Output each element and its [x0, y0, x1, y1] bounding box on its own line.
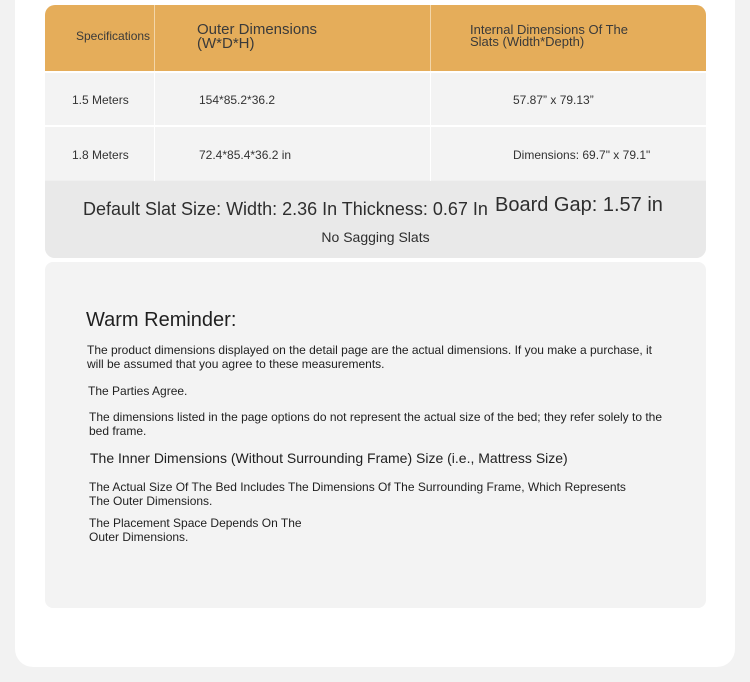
column-divider — [430, 71, 431, 181]
table-row — [45, 127, 706, 180]
specifications-table — [45, 5, 706, 258]
header-specifications: Specifications — [76, 29, 151, 43]
outer-dimensions-label: Outer Dimensions — [197, 21, 318, 38]
table-header — [45, 5, 706, 71]
reminder-line: Outer Dimensions. — [89, 530, 189, 544]
row-spec: 1.8 Meters — [72, 148, 129, 162]
reminder-paragraph: The product dimensions displayed on the detail page are the actual dimensions. If you make a purchase, it will be assumed that you agree to these measurements. — [87, 343, 653, 371]
reminder-paragraph: The Inner Dimensions (Without Surrounding Frame) Size (i.e., Mattress Size) — [90, 450, 568, 466]
reminder-line: The Placement Space Depends On The — [89, 516, 302, 530]
column-divider — [154, 71, 155, 181]
no-sagging-text: No Sagging Slats — [321, 229, 430, 245]
reminder-title: Warm Reminder: — [86, 309, 237, 331]
internal-dimensions-unit: Slats (Width*Depth) — [470, 34, 585, 49]
outer-dimensions-unit: (W*D*H) — [197, 35, 255, 52]
header-internal-dimensions — [470, 24, 628, 48]
header-outer-dimensions — [197, 23, 317, 51]
header-divider — [154, 5, 155, 71]
header-divider — [430, 5, 431, 71]
reminder-paragraph — [89, 516, 302, 544]
board-gap-text: Board Gap: 1.57 in — [495, 194, 663, 216]
row-outer: 72.4*85.4*36.2 in — [199, 148, 292, 162]
reminder-paragraph: The Parties Agree. — [88, 384, 188, 398]
slat-summary — [45, 181, 706, 258]
slat-size-text: Default Slat Size: Width: 2.36 In Thickness: 0.67 In — [83, 199, 488, 219]
row-internal: Dimensions: 69.7" x 79.1" — [513, 148, 651, 162]
row-outer: 154*85.2*36.2 — [199, 93, 276, 107]
warm-reminder-panel — [45, 262, 706, 608]
row-internal: 57.87” x 79.13” — [513, 93, 594, 107]
internal-dimensions-label: Internal Dimensions Of The — [470, 22, 628, 37]
reminder-paragraph: The Actual Size Of The Bed Includes The Dimensions Of The Surrounding Frame, Which Represents The Outer Dimensions. — [89, 480, 626, 508]
reminder-paragraph: The dimensions listed in the page options do not represent the actual size of the bed; they refer solely to the bed frame. — [89, 410, 663, 438]
table-row — [45, 73, 706, 125]
row-spec: 1.5 Meters — [72, 93, 129, 107]
